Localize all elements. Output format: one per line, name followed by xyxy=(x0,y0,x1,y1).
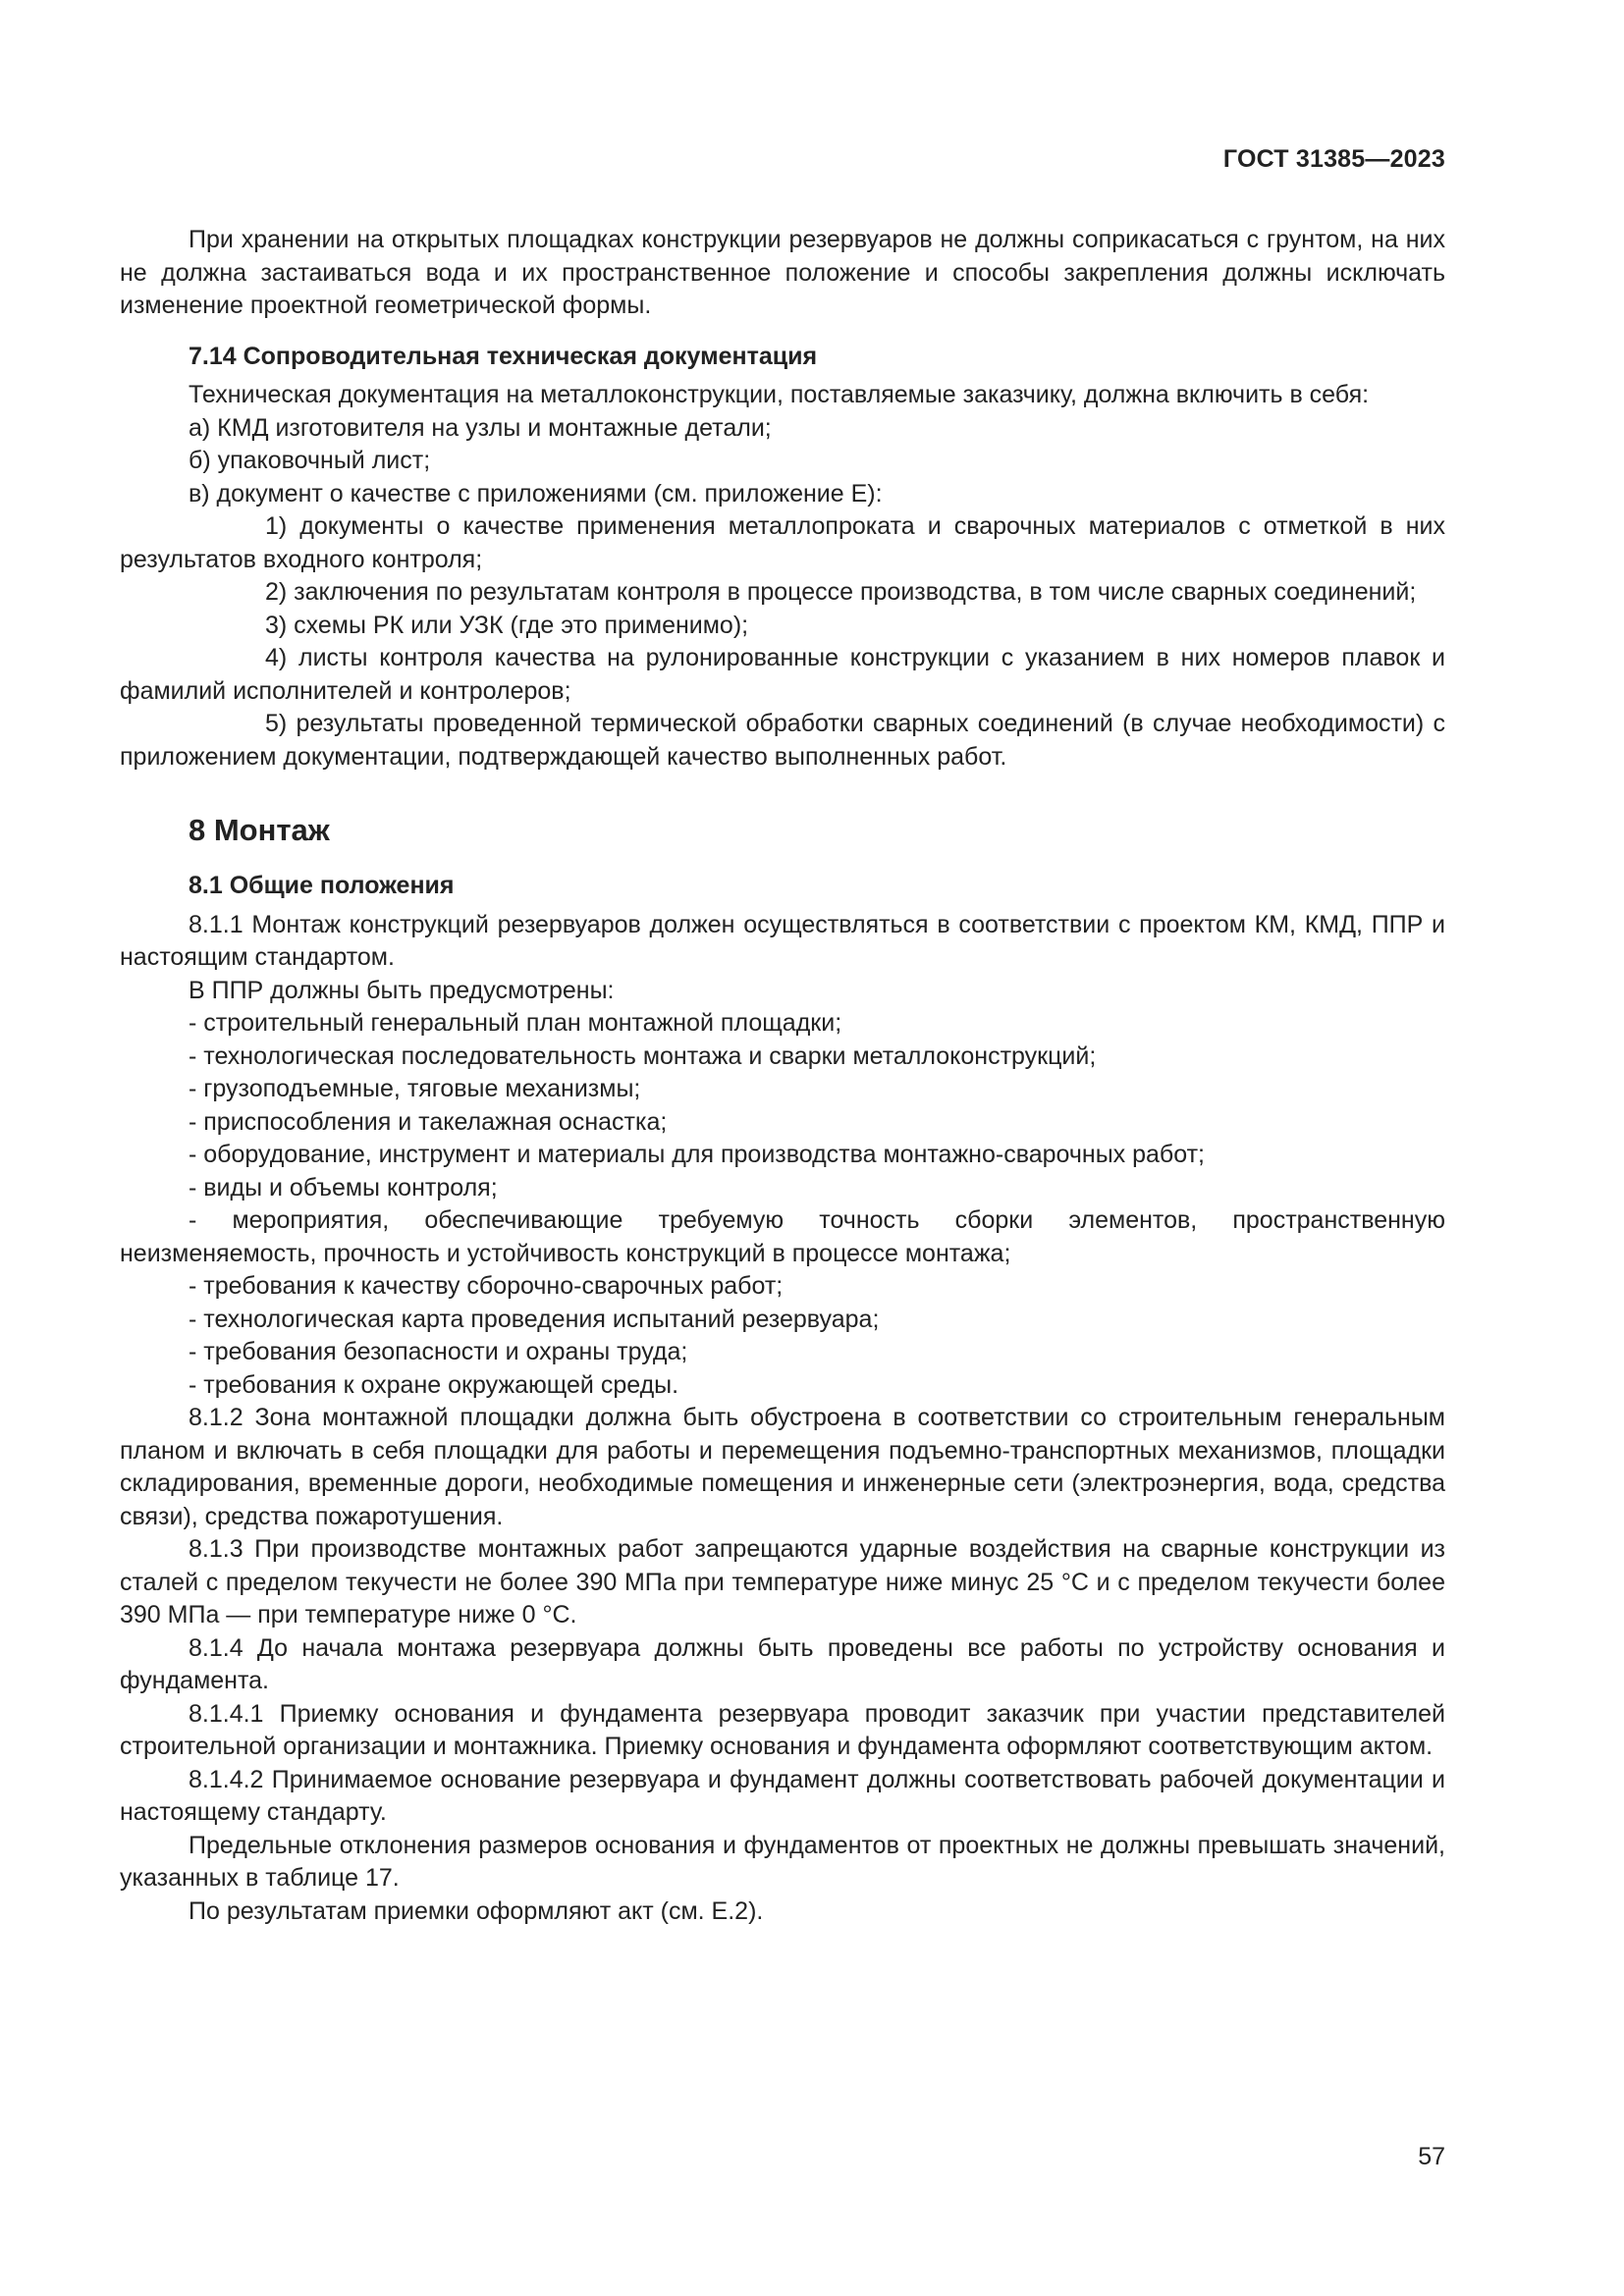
list-item: в) документ о качестве с приложениями (см. приложение Е): xyxy=(189,479,883,507)
list-item: - технологическая последовательность монтажа и сварки металлоконструкций; xyxy=(189,1041,1097,1070)
paragraph-8-1-4: 8.1.4 До начала монтажа резервуара должны быть проведены все работы по устройству основания и фундамента. xyxy=(120,1633,1445,1694)
document-body xyxy=(120,224,1445,1928)
paragraph-storage: При хранении на открытых площадках конструкции резервуаров не должны соприкасаться с грунтом, на них не должна застаиваться вода и их пространственное положение и способы закрепления должны исключать изменение проектной геометрической формы. xyxy=(120,226,1445,319)
sub-list-item: 4) листы контроля качества на рулонированные конструкции с указанием в них номеров плавок и фамилий исполнителей и контролеров; xyxy=(120,644,1445,705)
paragraph-8-1-4-1: 8.1.4.1 Приемку основания и фундамента резервуара проводит заказчик при участии представителей строительной организации и монтажника. Приемку основания и фундамента оформляют соответствующим актом. xyxy=(120,1699,1445,1760)
list-item: - виды и объемы контроля; xyxy=(189,1173,498,1201)
list-item: - требования к охране окружающей среды. xyxy=(189,1370,679,1399)
section-heading-8-1: 8.1 Общие положения xyxy=(189,872,455,899)
sub-list-item: 1) документы о качестве применения металлопроката и сварочных материалов с отметкой в них результатов входного контроля; xyxy=(120,512,1445,573)
list-item: б) упаковочный лист; xyxy=(189,447,431,474)
list-item: - строительный генеральный план монтажной площадки; xyxy=(189,1009,842,1037)
document-header: ГОСТ 31385—2023 xyxy=(1222,145,1445,173)
list-item: - грузоподъемные, тяговые механизмы; xyxy=(189,1075,641,1102)
list-item: - требования к качеству сборочно-сварочных работ; xyxy=(189,1272,784,1300)
list-item: - мероприятия, обеспечивающие требуемую точность сборки элементов, пространственную неизменяемость, прочность и устойчивость конструкций в процессе монтажа; xyxy=(120,1206,1445,1267)
sub-list-item: 5) результаты проведенной термической обработки сварных соединений (в случае необходимости) с приложением документации, подтверждающей качество выполненных работ. xyxy=(120,710,1445,771)
sub-list-item: 2) заключения по результатам контроля в процессе производства, в том числе сварных соединений; xyxy=(265,578,1417,606)
paragraph-8-1-3: 8.1.3 При производстве монтажных работ запрещаются ударные воздействия на сварные конструкции из сталей с пределом текучести не более 390 МПа при температуре ниже минус 25 °С и с пределом текучести более 390 МПа — при температуре ниже 0 °С. xyxy=(120,1535,1445,1629)
paragraph-8-1-2: 8.1.2 Зона монтажной площадки должна быть обустроена в соответствии со строительным генеральным планом и включать в себя площадки для работы и перемещения подъемно-транспортных механизмов, площадки складирования, временные дороги, необходимые помещения и инженерные сети (электроэнергия, вода, средства связи), средства пожаротушения. xyxy=(120,1404,1445,1530)
paragraph-deviations: Предельные отклонения размеров основания и фундаментов от проектных не должны превышать значений, указанных в таблице 17. xyxy=(120,1831,1445,1892)
list-item: - приспособления и такелажная оснастка; xyxy=(189,1107,668,1136)
list-item: - оборудование, инструмент и материалы для производства монтажно-сварочных работ; xyxy=(189,1141,1205,1168)
paragraph-act: По результатам приемки оформляют акт (см. Е.2). xyxy=(189,1896,764,1925)
sub-list-item: 3) схемы РК или УЗК (где это применимо); xyxy=(265,611,749,639)
paragraph-docs-intro: Техническая документация на металлоконструкции, поставляемые заказчику, должна включить в себя: xyxy=(189,381,1370,408)
list-item: - требования безопасности и охраны труда; xyxy=(189,1338,688,1365)
section-heading-8: 8 Монтаж xyxy=(189,813,330,847)
list-item: а) КМД изготовителя на узлы и монтажные детали; xyxy=(189,413,772,442)
paragraph-ppr-intro: В ППР должны быть предусмотрены: xyxy=(189,976,615,1004)
list-item: - технологическая карта проведения испытаний резервуара; xyxy=(189,1305,880,1333)
section-heading-7-14: 7.14 Сопроводительная техническая документация xyxy=(189,342,818,370)
paragraph-8-1-1: 8.1.1 Монтаж конструкций резервуаров должен осуществляться в соответствии с проектом КМ, КМД, ППР и настоящим стандартом. xyxy=(120,910,1445,971)
page-number: 57 xyxy=(1418,2143,1445,2170)
paragraph-8-1-4-2: 8.1.4.2 Принимаемое основание резервуара и фундамент должны соответствовать рабочей документации и настоящему стандарту. xyxy=(120,1765,1445,1826)
